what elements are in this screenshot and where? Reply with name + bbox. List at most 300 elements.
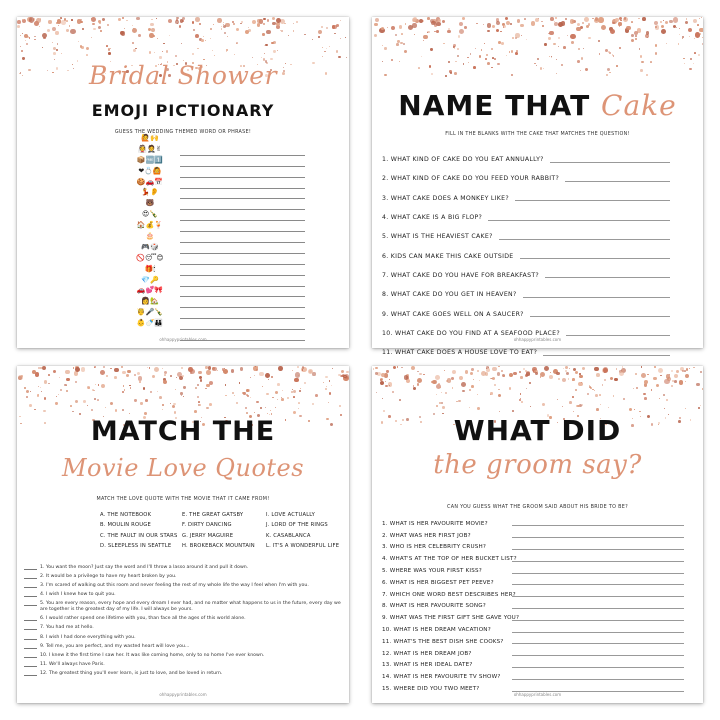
confetti-dot <box>262 33 264 35</box>
confetti-dot <box>556 372 560 376</box>
confetti-dot <box>149 367 150 368</box>
confetti-dot <box>641 366 642 367</box>
emoji-clue: 👩🏡 <box>141 297 159 306</box>
answer-line <box>566 330 670 336</box>
confetti-dot <box>55 402 57 404</box>
confetti-dot <box>241 21 243 23</box>
confetti-dot <box>268 379 269 380</box>
confetti-dot <box>676 27 677 28</box>
confetti-dot <box>304 382 306 384</box>
confetti-dot <box>157 38 158 39</box>
confetti-dot <box>64 384 66 386</box>
confetti-dot <box>664 408 665 409</box>
answer-line <box>488 215 670 221</box>
answer-blank <box>24 671 37 676</box>
confetti-dot <box>326 48 327 49</box>
confetti-dot <box>254 412 255 413</box>
question-text: 3. WHAT CAKE DOES A MONKEY LIKE? <box>382 194 509 202</box>
card2-script-title: Cake <box>601 89 677 122</box>
confetti-dot <box>671 370 674 373</box>
answer-line <box>545 272 670 278</box>
answer-line <box>565 176 670 182</box>
confetti-dot <box>170 375 171 376</box>
confetti-dot <box>544 43 546 45</box>
confetti-dot <box>163 380 167 384</box>
confetti-dot <box>66 20 68 22</box>
confetti-dot <box>199 23 201 25</box>
confetti-dot <box>284 23 285 24</box>
confetti-dot <box>676 370 679 373</box>
confetti-dot <box>162 368 163 369</box>
confetti-dot <box>154 52 155 53</box>
question-text: 11. WHAT'S THE BEST DISH SHE COOKS? <box>382 638 504 645</box>
confetti-dot <box>483 24 484 25</box>
confetti-dot <box>236 28 239 31</box>
confetti-dot <box>609 72 611 74</box>
question-text: 7. WHAT CAKE DO YOU HAVE FOR BREAKFAST? <box>382 271 539 279</box>
confetti-dot <box>183 386 185 388</box>
confetti-dot <box>573 411 574 412</box>
emoji-clue: 🚫😴😊 <box>136 253 164 262</box>
confetti-dot <box>678 43 679 44</box>
confetti-dot <box>375 18 379 22</box>
confetti-dot <box>70 405 72 407</box>
confetti-dot <box>26 396 28 398</box>
question-row <box>382 660 694 672</box>
confetti-dot <box>42 33 47 38</box>
confetti-dot <box>580 70 581 71</box>
confetti-dot <box>60 389 62 391</box>
confetti-dot <box>26 390 29 393</box>
confetti-dot <box>277 50 278 51</box>
confetti-dot <box>644 380 648 384</box>
confetti-dot <box>516 50 518 52</box>
answer-line <box>512 663 684 668</box>
confetti-dot <box>494 58 496 60</box>
confetti-dot <box>682 36 684 38</box>
confetti-dot <box>641 373 646 378</box>
confetti-dot <box>587 393 589 395</box>
confetti-dot <box>115 409 117 411</box>
confetti-dot <box>197 396 199 398</box>
confetti-dot <box>97 399 99 401</box>
confetti-dot <box>318 36 320 38</box>
confetti-dot <box>175 389 176 390</box>
confetti-dot <box>575 389 577 391</box>
confetti-dot <box>702 388 703 390</box>
confetti-dot <box>22 33 23 34</box>
confetti-dot <box>246 389 249 392</box>
confetti-dot <box>287 397 289 399</box>
quote-text: 7. You had me at hello. <box>40 625 94 631</box>
confetti-dot <box>459 22 463 26</box>
confetti-dot <box>557 399 558 400</box>
emoji-clue: 🤴🎤🍾 <box>136 308 164 317</box>
confetti-dot <box>312 39 313 40</box>
question-row <box>382 324 694 343</box>
confetti-dot <box>271 42 273 44</box>
card4-subtitle: CAN YOU GUESS WHAT THE GROOM SAID ABOUT HIS BRIDE TO BE? <box>447 504 628 510</box>
confetti-dot <box>32 370 36 374</box>
confetti-dot <box>701 17 702 18</box>
confetti-dot <box>328 402 329 403</box>
confetti-dot <box>260 407 263 410</box>
confetti-dot <box>521 401 523 403</box>
confetti-dot <box>577 405 579 407</box>
confetti-dot <box>58 25 59 26</box>
confetti-dot <box>396 43 399 46</box>
confetti-dot <box>635 35 637 37</box>
confetti-dot <box>679 34 680 35</box>
confetti-dot <box>266 30 270 34</box>
answer-line <box>523 292 670 298</box>
confetti-dot <box>549 56 550 57</box>
confetti-dot <box>459 29 464 34</box>
confetti-dot <box>20 46 21 47</box>
confetti-dot <box>17 25 20 28</box>
confetti-dot <box>181 395 182 396</box>
confetti-dot <box>401 33 403 35</box>
confetti-dot <box>558 37 560 39</box>
emoji-clue: 💃👂 <box>141 188 159 197</box>
confetti-dot <box>487 30 489 32</box>
confetti-dot <box>380 381 384 385</box>
confetti-dot <box>512 410 514 412</box>
confetti-dot <box>689 36 690 37</box>
confetti-dot <box>589 386 591 388</box>
confetti-dot <box>572 396 574 398</box>
confetti-dot <box>641 61 643 63</box>
quote-text: 12. The greatest thing you'll ever learn, is just to love, and be loved in return. <box>40 670 223 676</box>
question-row <box>382 530 694 542</box>
confetti-dot <box>484 43 485 44</box>
confetti-dot <box>520 24 523 27</box>
confetti-dot <box>373 368 375 370</box>
confetti-dot <box>558 46 559 47</box>
confetti-dot <box>69 25 70 26</box>
confetti-dot <box>427 17 430 20</box>
confetti-dot <box>686 18 688 20</box>
confetti-dot <box>74 371 79 376</box>
confetti-dot <box>223 25 226 28</box>
confetti-dot <box>685 408 686 409</box>
confetti-dot <box>281 398 284 401</box>
confetti-dot <box>584 17 589 22</box>
confetti-dot <box>264 53 265 54</box>
confetti-dot <box>549 31 554 36</box>
confetti-dot <box>459 376 463 380</box>
quote-row <box>24 662 342 668</box>
confetti-dot <box>134 399 136 401</box>
confetti-dot <box>170 403 171 404</box>
confetti-dot <box>18 375 23 380</box>
confetti-dot <box>224 368 225 369</box>
confetti-dot <box>234 395 235 396</box>
confetti-dot <box>626 26 631 31</box>
confetti-dot <box>656 384 659 387</box>
answer-line <box>180 330 305 341</box>
confetti-dot <box>491 67 493 69</box>
confetti-dot <box>176 377 177 378</box>
confetti-dot <box>470 53 472 55</box>
confetti-dot <box>596 373 600 377</box>
confetti-dot <box>270 58 273 61</box>
confetti-dot <box>325 376 328 379</box>
question-text: 10. WHAT IS HER DREAM VACATION? <box>382 627 491 634</box>
answer-line <box>180 297 305 308</box>
confetti-dot <box>58 394 59 395</box>
confetti-dot <box>105 407 106 408</box>
confetti-dot <box>118 18 121 21</box>
confetti-dot <box>296 21 298 23</box>
confetti-dot <box>423 40 424 41</box>
quote-row <box>24 592 342 598</box>
confetti-dot <box>490 392 492 394</box>
card1-footer: ohhappyprintables.com <box>159 337 207 342</box>
question-text: 1. WHAT IS HER FAVOURITE MOVIE? <box>382 520 488 527</box>
confetti-dot <box>486 368 487 369</box>
quote-row <box>24 653 342 659</box>
confetti-dot <box>655 44 658 47</box>
confetti-dot <box>223 22 224 23</box>
quote-row <box>24 565 342 571</box>
confetti-dot <box>114 368 118 372</box>
confetti-dot <box>454 72 457 75</box>
confetti-dot <box>30 391 31 392</box>
confetti-dot <box>458 400 461 403</box>
confetti-dot <box>616 65 618 67</box>
confetti-dot <box>702 43 703 45</box>
movie-option: G. JERRY MAGUIRE <box>182 532 234 539</box>
confetti-dot <box>87 405 88 406</box>
confetti-dot <box>631 39 634 42</box>
confetti-dot <box>650 61 652 63</box>
confetti-dot <box>336 50 338 52</box>
answer-blank <box>24 625 37 630</box>
confetti-dot <box>100 370 105 375</box>
confetti-dot <box>164 374 166 376</box>
confetti-dot <box>577 60 580 63</box>
confetti-dot <box>147 367 148 368</box>
confetti-dot <box>486 368 490 372</box>
confetti-dot <box>387 27 388 28</box>
movie-option: I. LOVE ACTUALLY <box>266 512 316 518</box>
answer-line <box>512 651 684 656</box>
confetti-dot <box>454 47 455 48</box>
confetti-dot <box>633 388 634 389</box>
confetti-dot <box>92 23 95 26</box>
confetti-dot <box>634 31 638 35</box>
confetti-dot <box>655 52 658 55</box>
confetti-dot <box>231 369 234 372</box>
confetti-dot <box>223 24 224 25</box>
confetti-dot <box>139 381 140 382</box>
confetti-dot <box>195 34 199 38</box>
confetti-dot <box>452 387 454 389</box>
emoji-clue: 🙋🙌 <box>141 134 159 142</box>
confetti-dot <box>469 407 470 408</box>
confetti-dot <box>240 367 244 371</box>
confetti-dot <box>24 387 26 389</box>
confetti-dot <box>561 64 563 66</box>
confetti-dot <box>682 38 683 39</box>
confetti-dot <box>498 389 500 391</box>
confetti-dot <box>265 407 266 408</box>
confetti-dot <box>136 17 139 20</box>
confetti-dot <box>123 385 125 387</box>
confetti-dot <box>465 370 469 374</box>
confetti-dot <box>592 18 594 20</box>
confetti-dot <box>457 48 459 50</box>
question-row <box>382 227 694 246</box>
confetti-dot <box>336 24 339 27</box>
confetti-dot <box>417 383 419 385</box>
confetti-dot <box>272 22 276 26</box>
confetti-dot <box>277 399 278 400</box>
confetti-dot <box>17 20 21 24</box>
confetti-dot <box>642 17 646 21</box>
confetti-dot <box>181 367 183 369</box>
confetti-dot <box>172 405 175 408</box>
confetti-dot <box>72 411 74 413</box>
question-text: 6. WHAT IS HER BIGGEST PET PEEVE? <box>382 579 494 586</box>
confetti-dot <box>689 368 690 369</box>
confetti-dot <box>658 368 663 373</box>
confetti-dot <box>618 22 621 25</box>
confetti-dot <box>382 61 384 63</box>
confetti-dot <box>269 414 270 415</box>
confetti-dot <box>457 55 459 57</box>
confetti-dot <box>479 55 481 57</box>
confetti-dot <box>669 20 672 23</box>
answer-line <box>543 350 670 356</box>
question-text: 6. KIDS CAN MAKE THIS CAKE OUTSIDE <box>382 252 514 260</box>
confetti-dot <box>374 23 378 27</box>
confetti-dot <box>571 41 574 44</box>
quote-list <box>24 565 342 680</box>
answer-line <box>512 557 684 562</box>
confetti-dot <box>55 31 58 34</box>
confetti-dot <box>441 392 442 393</box>
confetti-dot <box>206 407 209 410</box>
question-text: 4. WHAT'S AT THE TOP OF HER BUCKET LIST? <box>382 556 517 563</box>
confetti-dot <box>694 38 695 39</box>
confetti-dot <box>653 377 657 381</box>
confetti-dot <box>665 21 668 24</box>
confetti-dot <box>477 370 479 372</box>
confetti-dot <box>565 370 567 372</box>
confetti-dot <box>44 397 47 400</box>
confetti-dot <box>498 394 501 397</box>
confetti-dot <box>643 393 646 396</box>
confetti-dot <box>87 386 90 389</box>
confetti-dot <box>453 44 456 47</box>
confetti-dot <box>494 384 496 386</box>
confetti-dot <box>582 404 583 405</box>
confetti-dot <box>397 366 399 368</box>
card3-script-title: Movie Love Quotes <box>61 454 305 482</box>
confetti-dot <box>201 39 204 42</box>
confetti-dot <box>56 49 58 51</box>
confetti-dot <box>635 373 637 375</box>
confetti-dot <box>543 68 544 69</box>
confetti-dot <box>265 373 270 378</box>
confetti-dot <box>144 412 147 415</box>
confetti-dot <box>194 410 197 413</box>
answer-line <box>512 675 684 680</box>
confetti-dot <box>152 375 155 378</box>
confetti-dot <box>573 368 576 371</box>
confetti-dot <box>511 74 514 77</box>
confetti-dot <box>199 404 201 406</box>
confetti-dot <box>242 392 245 395</box>
card4-footer: ohhappyprintables.com <box>513 692 562 697</box>
confetti-dot <box>445 75 447 77</box>
confetti-dot <box>674 380 677 383</box>
confetti-dot <box>565 18 567 20</box>
confetti-dot <box>291 391 293 393</box>
confetti-dot <box>259 372 264 377</box>
confetti-dot <box>134 374 136 376</box>
confetti-dot <box>40 387 41 388</box>
confetti-dot <box>385 381 386 382</box>
confetti-dot <box>436 405 438 407</box>
confetti-dot <box>106 45 108 47</box>
confetti-dot <box>684 63 685 64</box>
confetti-dot <box>114 376 117 379</box>
confetti-dot <box>506 55 507 56</box>
confetti-dot <box>602 384 603 385</box>
confetti-dot <box>595 394 598 397</box>
question-row <box>382 577 694 589</box>
confetti-dot <box>124 28 126 30</box>
confetti-dot <box>224 32 226 34</box>
confetti-dot <box>157 391 158 392</box>
answer-line <box>180 167 305 178</box>
confetti-dot <box>635 38 637 40</box>
confetti-dot <box>205 40 206 41</box>
confetti-dot <box>515 33 519 37</box>
confetti-dot <box>162 51 163 52</box>
answer-line <box>180 221 305 232</box>
confetti-dot <box>698 407 700 409</box>
confetti-dot <box>693 63 694 64</box>
confetti-dot <box>570 34 575 39</box>
confetti-dot <box>458 35 461 38</box>
question-text: 14. WHAT IS HER FAVOURITE TV SHOW? <box>382 674 501 681</box>
confetti-dot <box>500 31 502 33</box>
question-row <box>382 648 694 660</box>
confetti-dot <box>340 20 341 21</box>
confetti-dot <box>558 378 560 380</box>
confetti-dot <box>212 50 213 51</box>
confetti-dot <box>198 401 200 403</box>
confetti-dot <box>129 385 130 386</box>
confetti-dot <box>53 52 56 55</box>
confetti-dot <box>695 32 700 37</box>
emoji-clue: 📦🆓1️⃣ <box>136 155 164 164</box>
confetti-dot <box>130 387 132 389</box>
quote-text: 11. We'll always have Paris. <box>40 661 105 667</box>
confetti-dot <box>329 46 330 47</box>
confetti-dot <box>127 370 131 374</box>
confetti-dot <box>561 21 565 25</box>
confetti-dot <box>81 367 86 372</box>
confetti-dot <box>272 397 273 398</box>
confetti-dot <box>477 407 480 410</box>
confetti-dot <box>497 372 501 376</box>
answer-blank <box>24 601 37 606</box>
